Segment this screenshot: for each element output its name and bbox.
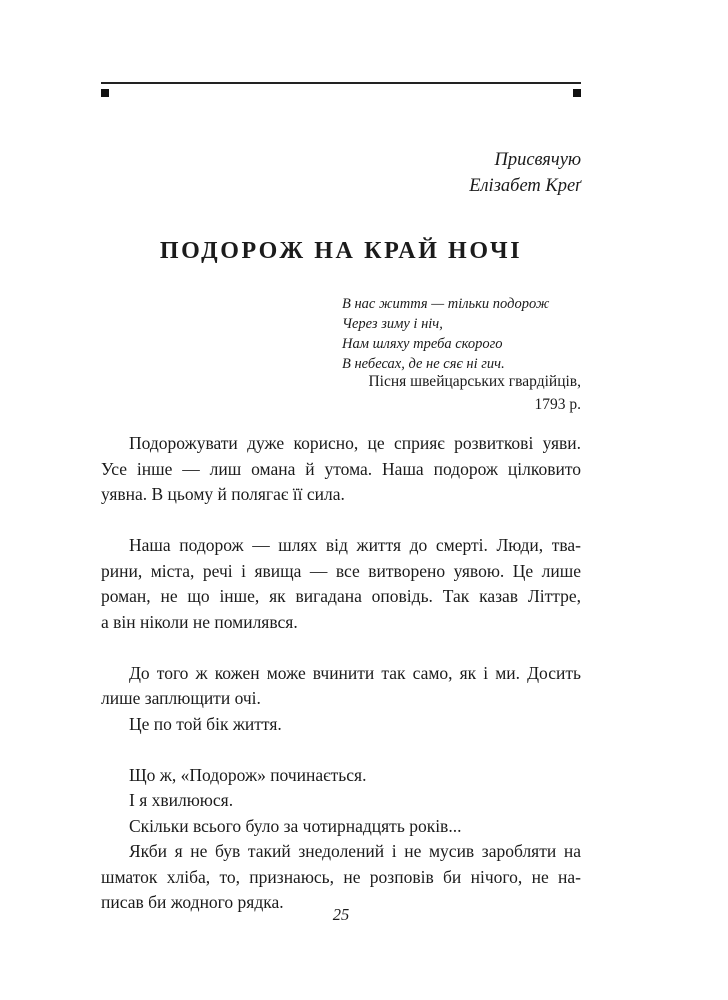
body-line: роман, не що інше, як вигадана оповідь. Так казав Літтре,: [101, 586, 581, 606]
dedication-line: Присвячую: [494, 150, 581, 170]
body-line: писав би жодного рядка.: [101, 892, 284, 912]
body-line: уявна. В цьому й полягає її сила.: [101, 484, 345, 504]
body-line: лише заплющити очі.: [101, 688, 261, 708]
body-line: а він ніколи не помилявся.: [101, 611, 298, 632]
epigraph-line: В небесах, де не сяє ні гич.: [342, 356, 505, 372]
attribution-source: Пісня швейцарських гвардійців,: [368, 373, 581, 390]
body-line: Якби я не був такий знедолений і не мусив заробляти на: [129, 841, 581, 861]
body-line: Усе інше — лиш омана й утома. Наша подорож цілковито: [101, 458, 581, 479]
epigraph-line: В нас життя — тільки подорож: [342, 296, 550, 312]
body-text: [101, 431, 581, 916]
header-rule: [101, 82, 581, 84]
dedication: [469, 147, 581, 199]
body-line: Це по той бік життя.: [129, 713, 282, 734]
page-number: 25: [332, 905, 350, 924]
corner-mark-left: [101, 89, 109, 97]
attribution-year: 1793 р.: [534, 396, 581, 413]
dedication-name: Елізабет Креґ: [469, 176, 581, 196]
epigraph-attribution: [368, 370, 581, 416]
body-line: До того ж кожен може вчинити так само, як і ми. Досить: [129, 662, 581, 683]
body-line: шматок хліба, то, признаюсь, не розповів би нічого, не на-: [101, 866, 581, 887]
chapter-title: ПОДОРОЖ НА КРАЙ НОЧІ: [159, 238, 523, 264]
body-line: Скільки всього було за чотирнадцять років...: [129, 815, 462, 836]
epigraph-line: Через зиму і ніч,: [342, 316, 443, 332]
epigraph-line: Нам шляху треба скорого: [342, 336, 503, 352]
body-line: Наша подорож — шлях від життя до смерті. Люди, тва-: [129, 535, 581, 555]
body-line: рини, міста, речі і явища — все витворено уявою. Це лише: [101, 560, 581, 581]
corner-mark-right: [573, 89, 581, 97]
body-line: І я хвилююся.: [129, 790, 234, 810]
body-line: Подорожувати дуже корисно, це сприяє розвиткові уяви.: [129, 433, 581, 453]
body-line: Що ж, «Подорож» починається.: [129, 764, 367, 785]
epigraph: [342, 294, 549, 374]
